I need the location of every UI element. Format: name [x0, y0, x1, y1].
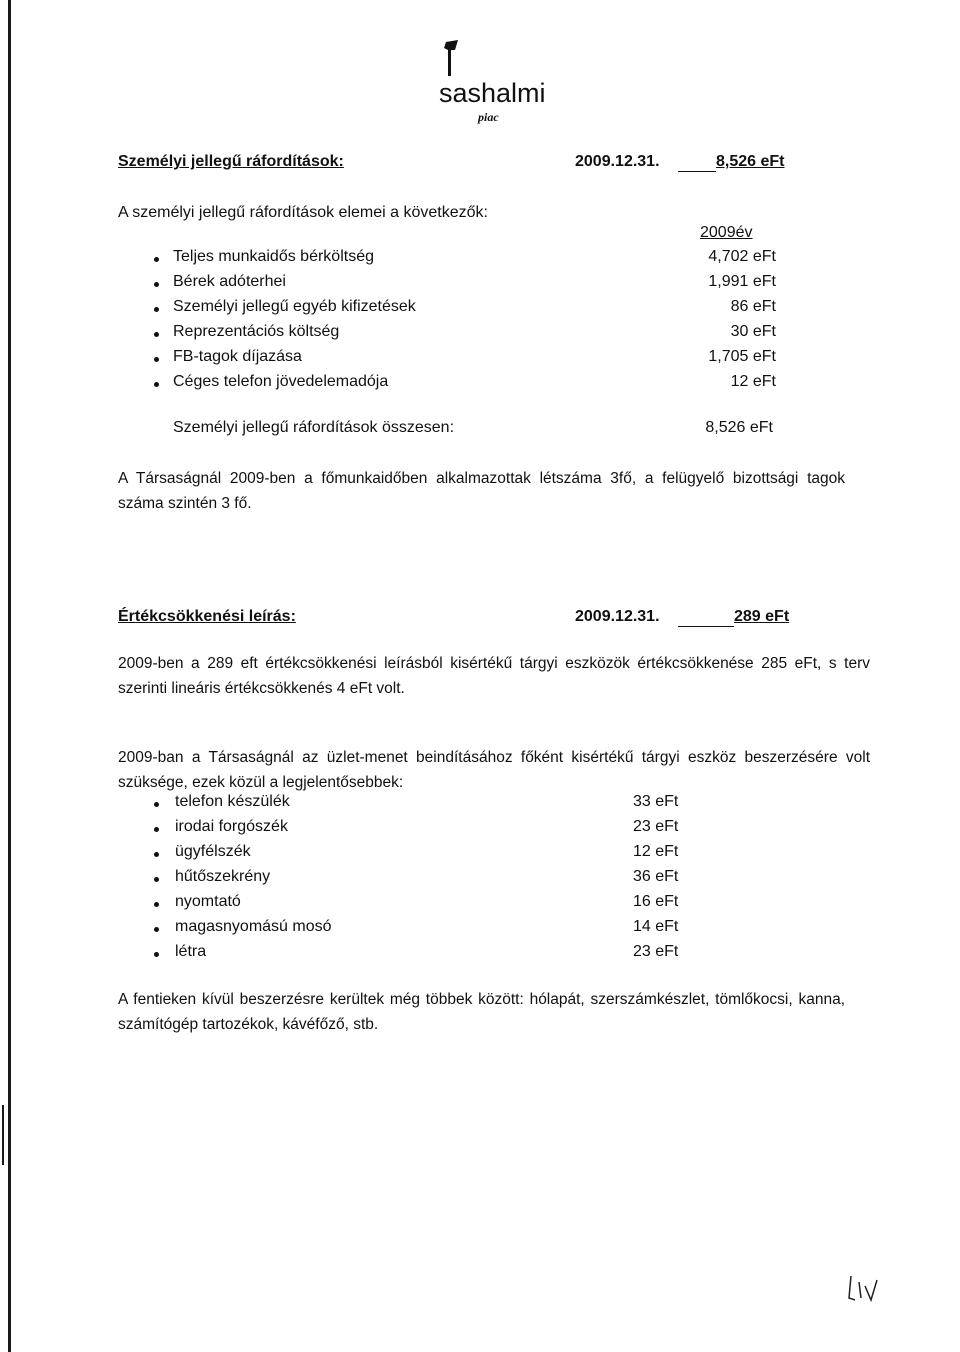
bullet	[154, 257, 159, 262]
section1-date: 2009.12.31.	[575, 153, 660, 170]
bullet	[154, 852, 159, 857]
logo-leaf-icon	[438, 38, 464, 78]
list-item-value: 16 eFt	[633, 893, 679, 910]
logo-subtitle: piac	[478, 110, 499, 124]
section1-fill-line	[678, 171, 716, 172]
list-item-value: 1,705 eFt	[708, 348, 776, 365]
list-item-value: 23 eFt	[633, 943, 679, 960]
list-item-value: 1,991 eFt	[708, 273, 776, 290]
list-item-label: Bérek adóterhei	[173, 273, 286, 290]
list-item-label: nyomtató	[175, 893, 241, 910]
list-item-label: irodai forgószék	[175, 818, 288, 835]
bullet	[154, 282, 159, 287]
bullet	[154, 382, 159, 387]
list-item-value: 86 eFt	[730, 298, 776, 315]
scan-edge-line	[8, 0, 11, 1352]
list-item-label: hűtőszekrény	[175, 868, 271, 885]
section2-total: 289 eFt	[734, 608, 790, 625]
bullet	[154, 927, 159, 932]
section1-sum-value: 8,526 eFt	[705, 419, 773, 436]
list-item-value: 33 eFt	[633, 793, 679, 810]
bullet	[154, 307, 159, 312]
list-item-value: 23 eFt	[633, 818, 679, 835]
logo-name: sashalmi	[439, 78, 546, 108]
section1-intro: A személyi jellegű ráfordítások elemei a következők:	[118, 204, 488, 221]
list-item-value: 12 eFt	[633, 843, 679, 860]
bullet	[154, 877, 159, 882]
list-item-label: magasnyomású mosó	[175, 918, 332, 935]
list-item-value: 14 eFt	[633, 918, 679, 935]
section1-total: 8,526 eFt	[716, 153, 785, 170]
list-item-label: telefon készülék	[175, 793, 290, 810]
list-item-label: Teljes munkaidős bérköltség	[173, 248, 374, 265]
section2-date: 2009.12.31.	[575, 608, 660, 625]
section2-fill-line	[678, 626, 734, 627]
section2-title: Értékcsökkenési leírás:	[118, 608, 296, 625]
list-item-value: 12 eFt	[730, 373, 776, 390]
bullet	[154, 802, 159, 807]
list-item-label: Reprezentációs költség	[173, 323, 340, 340]
list-item-label: Személyi jellegű egyéb kifizetések	[173, 298, 416, 315]
section2-para2: 2009-ban a Társaságnál az üzlet-menet beindításához főként kisértékű tárgyi eszköz beszerzésére volt szüksége, ezek közül a legjelentősebbek:	[118, 749, 870, 791]
list-item-label: létra	[175, 943, 207, 960]
list-item-label: FB-tagok díjazása	[173, 348, 302, 365]
list-item-label: Céges telefon jövedelemadója	[173, 373, 389, 390]
scan-edge-mark	[2, 1105, 4, 1165]
section1-note: A Társaságnál 2009-ben a főmunkaidőben alkalmazottak létszáma 3fő, a felügyelő bizottsági tagok száma szintén 3 fő.	[118, 470, 845, 512]
year-header: 2009év	[700, 224, 753, 241]
list-item-label: ügyfélszék	[175, 843, 251, 860]
bullet	[154, 332, 159, 337]
section1-sum-label: Személyi jellegű ráfordítások összesen:	[173, 419, 455, 436]
section2-para3: A fentieken kívül beszerzésre kerültek még többek között: hólapát, szerszámkészlet, tömlőkocsi, kanna, számítógép tartozékok, kávéfőző, stb.	[118, 991, 845, 1033]
bullet	[154, 357, 159, 362]
handwritten-initials	[845, 1268, 905, 1308]
list-item-value: 30 eFt	[730, 323, 776, 340]
bullet	[154, 902, 159, 907]
list-item-value: 36 eFt	[633, 868, 679, 885]
section1-title: Személyi jellegű ráfordítások:	[118, 153, 344, 170]
list-item-value: 4,702 eFt	[708, 248, 776, 265]
bullet	[154, 827, 159, 832]
section2-para1: 2009-ben a 289 eft értékcsökkenési leírásból kisértékű tárgyi eszközök értékcsökkenése 285 eFt, s terv szerinti lineáris értékcsökkenés 4 eFt volt.	[118, 655, 870, 697]
bullet	[154, 952, 159, 957]
